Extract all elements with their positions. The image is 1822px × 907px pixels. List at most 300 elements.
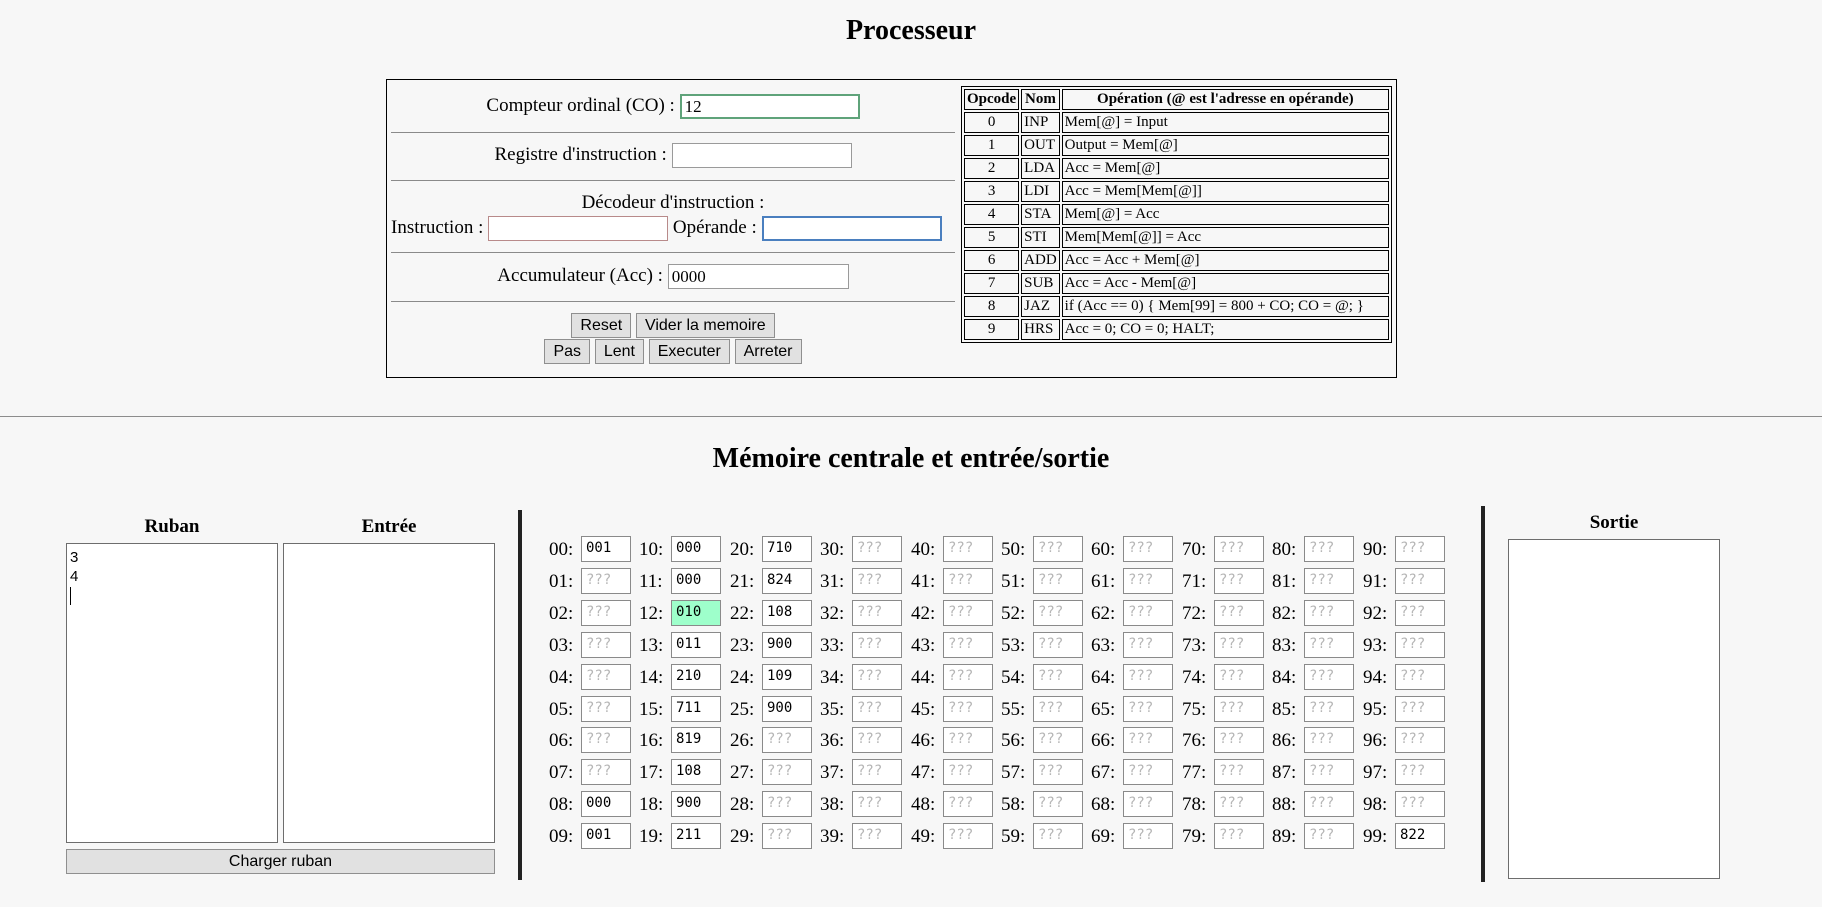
memory-input-03[interactable]: ??? — [581, 632, 631, 658]
opcode-header: Opcode — [964, 89, 1019, 110]
memory-input-76[interactable]: ??? — [1214, 727, 1264, 753]
memory-cell-16 — [639, 727, 727, 753]
memory-cell-26 — [730, 727, 818, 753]
memory-input-86[interactable]: ??? — [1304, 727, 1354, 753]
memory-cell-72 — [1182, 600, 1270, 626]
memory-input-69[interactable]: ??? — [1123, 823, 1173, 849]
memory-input-83[interactable]: ??? — [1304, 632, 1354, 658]
memory-cell-41 — [911, 568, 999, 594]
opcode-row — [964, 181, 1389, 202]
memory-address-label: 61: — [1091, 571, 1116, 592]
memory-address-label: 08: — [549, 794, 574, 815]
memory-cell-18 — [639, 791, 727, 817]
memory-address-label: 41: — [911, 571, 936, 592]
processor-title: Processeur — [845, 15, 977, 46]
divider — [391, 180, 955, 181]
memory-cell-06 — [549, 727, 637, 753]
memory-cell-02 — [549, 600, 637, 626]
memory-address-label: 35: — [820, 699, 845, 720]
memory-cell-22 — [730, 600, 818, 626]
memory-address-label: 14: — [639, 667, 664, 688]
acc-label: Accumulateur (Acc) : — [497, 264, 663, 286]
opcode-row — [964, 112, 1389, 133]
operand-input[interactable] — [762, 216, 942, 241]
divider — [391, 252, 955, 253]
memory-cell-40 — [911, 536, 999, 562]
memory-input-02[interactable]: ??? — [581, 600, 631, 626]
opcode-cell: 2 — [964, 158, 1019, 179]
memory-address-label: 38: — [820, 794, 845, 815]
opcode-row — [964, 296, 1389, 317]
memory-cell-13 — [639, 632, 727, 658]
memory-input-21[interactable]: 824 — [762, 568, 812, 594]
memory-address-label: 94: — [1363, 667, 1388, 688]
memory-input-79[interactable]: ??? — [1214, 823, 1264, 849]
memory-cell-28 — [730, 791, 818, 817]
memory-cell-66 — [1091, 727, 1179, 753]
memory-cell-91 — [1363, 568, 1451, 594]
memory-cell-78 — [1182, 791, 1270, 817]
memory-input-80[interactable]: ??? — [1304, 536, 1354, 562]
memory-input-10[interactable]: 000 — [671, 536, 721, 562]
memory-input-68[interactable]: ??? — [1123, 791, 1173, 817]
memory-input-31[interactable]: ??? — [852, 568, 902, 594]
memory-address-label: 01: — [549, 571, 574, 592]
operation-cell: Acc = Acc + Mem[@] — [1062, 250, 1389, 271]
memory-input-23[interactable]: 900 — [762, 632, 812, 658]
memory-input-17[interactable]: 108 — [671, 759, 721, 785]
processor-panel — [386, 79, 1397, 378]
memory-cell-85 — [1272, 696, 1360, 722]
memory-address-label: 03: — [549, 635, 574, 656]
opcode-row — [964, 250, 1389, 271]
slow-button[interactable]: Lent — [595, 339, 644, 364]
memory-input-73[interactable]: ??? — [1214, 632, 1264, 658]
memory-address-label: 17: — [639, 762, 664, 783]
memory-address-label: 76: — [1182, 730, 1207, 751]
memory-cell-95 — [1363, 696, 1451, 722]
memory-cell-32 — [820, 600, 908, 626]
memory-input-38[interactable]: ??? — [852, 791, 902, 817]
memory-input-22[interactable]: 108 — [762, 600, 812, 626]
memory-input-15[interactable]: 711 — [671, 696, 721, 722]
reset-button[interactable]: Reset — [571, 313, 631, 338]
memory-input-99[interactable]: 822 — [1395, 823, 1445, 849]
memory-cell-44 — [911, 664, 999, 690]
memory-input-63[interactable]: ??? — [1123, 632, 1173, 658]
memory-address-label: 59: — [1001, 826, 1026, 847]
stop-button[interactable]: Arreter — [735, 339, 802, 364]
memory-address-label: 93: — [1363, 635, 1388, 656]
memory-cell-94 — [1363, 664, 1451, 690]
memory-input-91[interactable]: ??? — [1395, 568, 1445, 594]
memory-cell-36 — [820, 727, 908, 753]
memory-cell-62 — [1091, 600, 1179, 626]
operation-cell: Mem[@] = Input — [1062, 112, 1389, 133]
memory-cell-29 — [730, 823, 818, 849]
memory-input-51[interactable]: ??? — [1033, 568, 1083, 594]
memory-address-label: 74: — [1182, 667, 1207, 688]
memory-cell-25 — [730, 696, 818, 722]
memory-input-81[interactable]: ??? — [1304, 568, 1354, 594]
memory-input-30[interactable]: ??? — [852, 536, 902, 562]
memory-input-32[interactable]: ??? — [852, 600, 902, 626]
memory-address-label: 46: — [911, 730, 936, 751]
memory-address-label: 34: — [820, 667, 845, 688]
memory-address-label: 07: — [549, 762, 574, 783]
memory-input-46[interactable]: ??? — [943, 727, 993, 753]
memory-input-96[interactable]: ??? — [1395, 727, 1445, 753]
memory-input-65[interactable]: ??? — [1123, 696, 1173, 722]
memory-input-89[interactable]: ??? — [1304, 823, 1354, 849]
memory-address-label: 47: — [911, 762, 936, 783]
memory-cell-35 — [820, 696, 908, 722]
memory-address-label: 25: — [730, 699, 755, 720]
name-cell: JAZ — [1021, 296, 1060, 317]
memory-cell-90 — [1363, 536, 1451, 562]
opcode-cell: 9 — [964, 319, 1019, 340]
opcode-cell: 0 — [964, 112, 1019, 133]
tape-header: Ruban — [144, 516, 200, 537]
memory-address-label: 09: — [549, 826, 574, 847]
memory-input-28[interactable]: ??? — [762, 791, 812, 817]
memory-cell-79 — [1182, 823, 1270, 849]
memory-cell-15 — [639, 696, 727, 722]
memory-cell-64 — [1091, 664, 1179, 690]
memory-cell-33 — [820, 632, 908, 658]
memory-cell-51 — [1001, 568, 1089, 594]
memory-address-label: 96: — [1363, 730, 1388, 751]
memory-input-59[interactable]: ??? — [1033, 823, 1083, 849]
memory-address-label: 58: — [1001, 794, 1026, 815]
memory-input-62[interactable]: ??? — [1123, 600, 1173, 626]
memory-address-label: 69: — [1091, 826, 1116, 847]
memory-input-11[interactable]: 000 — [671, 568, 721, 594]
opcode-table-header — [964, 89, 1389, 110]
memory-cell-08 — [549, 791, 637, 817]
memory-cell-54 — [1001, 664, 1089, 690]
memory-cell-34 — [820, 664, 908, 690]
memory-cell-05 — [549, 696, 637, 722]
opcode-cell: 8 — [964, 296, 1019, 317]
memory-input-13[interactable]: 011 — [671, 632, 721, 658]
load-tape-button[interactable]: Charger ruban — [66, 849, 495, 874]
memory-input-84[interactable]: ??? — [1304, 664, 1354, 690]
memory-input-57[interactable]: ??? — [1033, 759, 1083, 785]
memory-address-label: 77: — [1182, 762, 1207, 783]
divider — [518, 510, 522, 880]
memory-address-label: 36: — [820, 730, 845, 751]
memory-cell-48 — [911, 791, 999, 817]
memory-cell-61 — [1091, 568, 1179, 594]
memory-input-26[interactable]: ??? — [762, 727, 812, 753]
memory-input-82[interactable]: ??? — [1304, 600, 1354, 626]
memory-cell-00 — [549, 536, 637, 562]
memory-cell-31 — [820, 568, 908, 594]
memory-address-label: 26: — [730, 730, 755, 751]
operation-cell: Acc = Mem[Mem[@]] — [1062, 181, 1389, 202]
memory-cell-27 — [730, 759, 818, 785]
instruction-input[interactable] — [488, 216, 668, 241]
output-header: Sortie — [1589, 512, 1639, 533]
memory-cell-38 — [820, 791, 908, 817]
memory-address-label: 29: — [730, 826, 755, 847]
memory-input-12[interactable]: 010 — [671, 600, 721, 626]
memory-input-25[interactable]: 900 — [762, 696, 812, 722]
ri-row — [391, 143, 955, 168]
memory-cell-67 — [1091, 759, 1179, 785]
execute-button[interactable]: Executer — [649, 339, 730, 364]
memory-input-40[interactable]: ??? — [943, 536, 993, 562]
memory-cell-43 — [911, 632, 999, 658]
memory-cell-45 — [911, 696, 999, 722]
co-input[interactable] — [680, 94, 860, 119]
memory-cell-60 — [1091, 536, 1179, 562]
memory-input-39[interactable]: ??? — [852, 823, 902, 849]
memory-input-61[interactable]: ??? — [1123, 568, 1173, 594]
memory-input-87[interactable]: ??? — [1304, 759, 1354, 785]
memory-cell-84 — [1272, 664, 1360, 690]
clear-memory-button[interactable]: Vider la memoire — [636, 313, 775, 338]
operation-cell: Acc = 0; CO = 0; HALT; — [1062, 319, 1389, 340]
control-row-2 — [391, 339, 955, 364]
memory-input-95[interactable]: ??? — [1395, 696, 1445, 722]
memory-cell-23 — [730, 632, 818, 658]
memory-input-01[interactable]: ??? — [581, 568, 631, 594]
operation-cell: Acc = Acc - Mem[@] — [1062, 273, 1389, 294]
control-row-1 — [391, 313, 955, 338]
memory-cell-50 — [1001, 536, 1089, 562]
memory-cell-98 — [1363, 791, 1451, 817]
memory-input-47[interactable]: ??? — [943, 759, 993, 785]
memory-input-06[interactable]: ??? — [581, 727, 631, 753]
memory-address-label: 24: — [730, 667, 755, 688]
memory-cell-99 — [1363, 823, 1451, 849]
memory-cell-83 — [1272, 632, 1360, 658]
memory-address-label: 81: — [1272, 571, 1297, 592]
memory-cell-01 — [549, 568, 637, 594]
memory-input-43[interactable]: ??? — [943, 632, 993, 658]
memory-address-label: 55: — [1001, 699, 1026, 720]
memory-cell-19 — [639, 823, 727, 849]
memory-address-label: 92: — [1363, 603, 1388, 624]
decoder-row — [391, 216, 955, 241]
memory-input-70[interactable]: ??? — [1214, 536, 1264, 562]
memory-address-label: 00: — [549, 539, 574, 560]
memory-input-00[interactable]: 001 — [581, 536, 631, 562]
memory-input-36[interactable]: ??? — [852, 727, 902, 753]
memory-address-label: 48: — [911, 794, 936, 815]
tape-textarea[interactable] — [66, 543, 278, 843]
memory-cell-04 — [549, 664, 637, 690]
memory-address-label: 72: — [1182, 603, 1207, 624]
memory-address-label: 32: — [820, 603, 845, 624]
ri-input[interactable] — [672, 143, 852, 168]
memory-input-14[interactable]: 210 — [671, 664, 721, 690]
memory-cell-47 — [911, 759, 999, 785]
memory-input-64[interactable]: ??? — [1123, 664, 1173, 690]
memory-cell-74 — [1182, 664, 1270, 690]
memory-address-label: 95: — [1363, 699, 1388, 720]
acc-row — [391, 264, 955, 289]
memory-input-85[interactable]: ??? — [1304, 696, 1354, 722]
memory-address-label: 65: — [1091, 699, 1116, 720]
memory-input-54[interactable]: ??? — [1033, 664, 1083, 690]
memory-address-label: 98: — [1363, 794, 1388, 815]
memory-input-52[interactable]: ??? — [1033, 600, 1083, 626]
memory-input-66[interactable]: ??? — [1123, 727, 1173, 753]
memory-address-label: 62: — [1091, 603, 1116, 624]
step-button[interactable]: Pas — [544, 339, 590, 364]
memory-cell-53 — [1001, 632, 1089, 658]
memory-cell-12 — [639, 600, 727, 626]
memory-cell-09 — [549, 823, 637, 849]
memory-cell-52 — [1001, 600, 1089, 626]
memory-address-label: 27: — [730, 762, 755, 783]
memory-input-97[interactable]: ??? — [1395, 759, 1445, 785]
memory-address-label: 21: — [730, 571, 755, 592]
memory-cell-93 — [1363, 632, 1451, 658]
processor-registers — [391, 80, 955, 377]
memory-cell-80 — [1272, 536, 1360, 562]
memory-input-50[interactable]: ??? — [1033, 536, 1083, 562]
memory-input-48[interactable]: ??? — [943, 791, 993, 817]
memory-input-07[interactable]: ??? — [581, 759, 631, 785]
memory-input-34[interactable]: ??? — [852, 664, 902, 690]
memory-input-75[interactable]: ??? — [1214, 696, 1264, 722]
memory-cell-73 — [1182, 632, 1270, 658]
memory-address-label: 18: — [639, 794, 664, 815]
memory-input-98[interactable]: ??? — [1395, 791, 1445, 817]
memory-cell-21 — [730, 568, 818, 594]
decoder-label: Décodeur d'instruction : — [581, 192, 765, 213]
memory-input-33[interactable]: ??? — [852, 632, 902, 658]
memory-address-label: 68: — [1091, 794, 1116, 815]
memory-input-05[interactable]: ??? — [581, 696, 631, 722]
memory-cell-17 — [639, 759, 727, 785]
opcode-cell: 3 — [964, 181, 1019, 202]
opcode-row — [964, 158, 1389, 179]
memory-input-93[interactable]: ??? — [1395, 632, 1445, 658]
memory-cell-86 — [1272, 727, 1360, 753]
memory-input-94[interactable]: ??? — [1395, 664, 1445, 690]
name-cell: STI — [1021, 227, 1060, 248]
memory-address-label: 54: — [1001, 667, 1026, 688]
name-cell: LDA — [1021, 158, 1060, 179]
memory-input-20[interactable]: 710 — [762, 536, 812, 562]
memory-cell-68 — [1091, 791, 1179, 817]
memory-input-74[interactable]: ??? — [1214, 664, 1264, 690]
memory-input-58[interactable]: ??? — [1033, 791, 1083, 817]
memory-address-label: 40: — [911, 539, 936, 560]
memory-input-04[interactable]: ??? — [581, 664, 631, 690]
memory-address-label: 99: — [1363, 826, 1388, 847]
operation-cell: if (Acc == 0) { Mem[99] = 800 + CO; CO = @; } — [1062, 296, 1389, 317]
memory-address-label: 56: — [1001, 730, 1026, 751]
memory-input-88[interactable]: ??? — [1304, 791, 1354, 817]
memory-address-label: 89: — [1272, 826, 1297, 847]
memory-cell-58 — [1001, 791, 1089, 817]
memory-cell-10 — [639, 536, 727, 562]
name-cell: LDI — [1021, 181, 1060, 202]
memory-cell-81 — [1272, 568, 1360, 594]
memory-cell-75 — [1182, 696, 1270, 722]
memory-address-label: 91: — [1363, 571, 1388, 592]
memory-input-56[interactable]: ??? — [1033, 727, 1083, 753]
divider — [391, 132, 955, 133]
memory-input-45[interactable]: ??? — [943, 696, 993, 722]
memory-address-label: 22: — [730, 603, 755, 624]
memory-address-label: 19: — [639, 826, 664, 847]
memory-cell-87 — [1272, 759, 1360, 785]
memory-address-label: 66: — [1091, 730, 1116, 751]
memory-input-78[interactable]: ??? — [1214, 791, 1264, 817]
memory-address-label: 12: — [639, 603, 664, 624]
memory-cell-65 — [1091, 696, 1179, 722]
text-cursor — [70, 587, 71, 605]
memory-input-18[interactable]: 900 — [671, 791, 721, 817]
memory-address-label: 60: — [1091, 539, 1116, 560]
memory-address-label: 87: — [1272, 762, 1297, 783]
memory-cell-96 — [1363, 727, 1451, 753]
memory-cell-24 — [730, 664, 818, 690]
memory-input-67[interactable]: ??? — [1123, 759, 1173, 785]
memory-input-08[interactable]: 000 — [581, 791, 631, 817]
memory-address-label: 42: — [911, 603, 936, 624]
memory-input-27[interactable]: ??? — [762, 759, 812, 785]
name-cell: SUB — [1021, 273, 1060, 294]
memory-input-90[interactable]: ??? — [1395, 536, 1445, 562]
memory-input-72[interactable]: ??? — [1214, 600, 1264, 626]
memory-address-label: 82: — [1272, 603, 1297, 624]
memory-input-60[interactable]: ??? — [1123, 536, 1173, 562]
memory-address-label: 16: — [639, 730, 664, 751]
memory-address-label: 04: — [549, 667, 574, 688]
tape-text: 3 4 — [70, 549, 79, 585]
memory-input-49[interactable]: ??? — [943, 823, 993, 849]
opcode-table — [961, 86, 1392, 343]
memory-input-44[interactable]: ??? — [943, 664, 993, 690]
memory-cell-56 — [1001, 727, 1089, 753]
memory-input-42[interactable]: ??? — [943, 600, 993, 626]
opcode-row — [964, 273, 1389, 294]
output-textarea[interactable] — [1508, 539, 1720, 879]
memory-input-35[interactable]: ??? — [852, 696, 902, 722]
memory-input-37[interactable]: ??? — [852, 759, 902, 785]
memory-input-41[interactable]: ??? — [943, 568, 993, 594]
memory-input-55[interactable]: ??? — [1033, 696, 1083, 722]
memory-input-09[interactable]: 001 — [581, 823, 631, 849]
memory-address-label: 28: — [730, 794, 755, 815]
memory-input-29[interactable]: ??? — [762, 823, 812, 849]
co-row — [391, 94, 955, 119]
name-cell: OUT — [1021, 135, 1060, 156]
memory-cell-55 — [1001, 696, 1089, 722]
memory-address-label: 85: — [1272, 699, 1297, 720]
memory-input-24[interactable]: 109 — [762, 664, 812, 690]
memory-input-19[interactable]: 211 — [671, 823, 721, 849]
memory-input-16[interactable]: 819 — [671, 727, 721, 753]
memory-input-92[interactable]: ??? — [1395, 600, 1445, 626]
memory-input-77[interactable]: ??? — [1214, 759, 1264, 785]
opcode-cell: 5 — [964, 227, 1019, 248]
memory-input-71[interactable]: ??? — [1214, 568, 1264, 594]
memory-input-53[interactable]: ??? — [1033, 632, 1083, 658]
acc-input[interactable] — [668, 264, 849, 289]
input-textarea[interactable] — [283, 543, 495, 843]
divider — [1481, 506, 1485, 882]
memory-title: Mémoire centrale et entrée/sortie — [712, 443, 1110, 474]
